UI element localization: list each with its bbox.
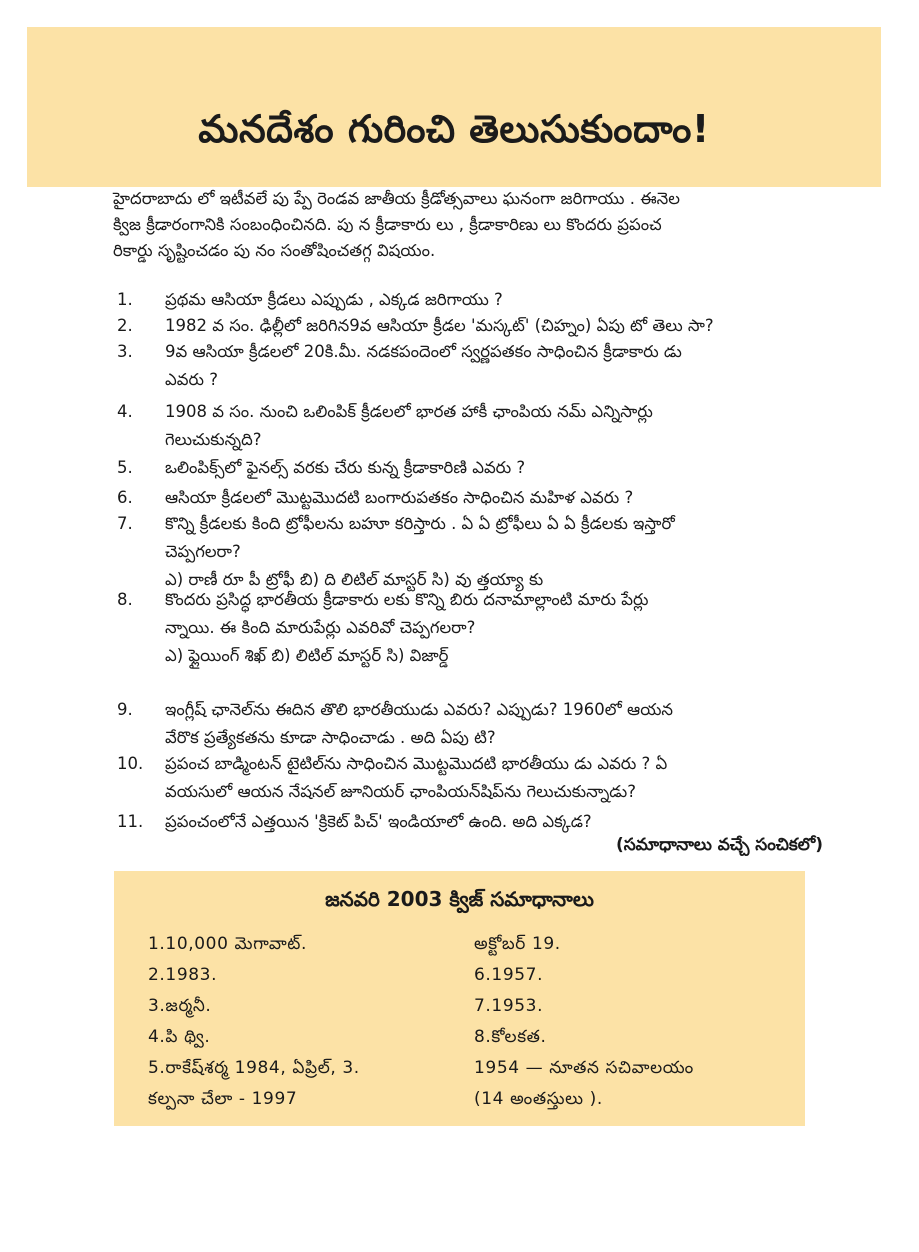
question-text: 1908 వ సం. నుంచి ఒలింపిక్ క్రీడలలో భారత హాకీ ఛాంపియ నమ్ ఎన్నిసార్లు <box>165 402 653 421</box>
question-item <box>113 398 875 454</box>
answer-item: 6.1957. <box>474 965 544 985</box>
question-item <box>113 750 875 806</box>
answer-item: 8.కోలకత. <box>474 1027 547 1047</box>
intro-line: రికార్డు సృష్టించడం పు నం సంతోషించతగ్గ విషయం. <box>113 241 436 260</box>
question-text: 9వ ఆసియా క్రీడలలో 20కి.మీ. నడకపందెంలో స్వర్ణపతకం సాధించిన క్రీడాకారు డు <box>165 342 682 361</box>
question-item <box>113 484 875 512</box>
question-number: 2. <box>117 316 133 335</box>
answers-left-column <box>148 929 360 1115</box>
question-text: ఎ) రాణీ రూ పీ ట్రోఫీ బి) ది లిటిల్ మాస్టర్ సి) వు త్తయ్యా కు <box>165 570 544 589</box>
answer-item: 1.10,000 మెగావాట్. <box>148 934 307 954</box>
answer-item: కల్పనా చేలా - 1997 <box>148 1089 298 1109</box>
question-text: చెప్పగలరా? <box>165 542 241 561</box>
question-text: ప్రపంచంలోనే ఎత్తయిన 'క్రికెట్ పిచ్' ఇండియాలో ఉంది. అది ఎక్కడ? <box>165 812 592 831</box>
question-number: 1. <box>117 290 133 309</box>
question-text: ఎవరు ? <box>165 370 218 389</box>
answer-item: అక్టోబర్ 19. <box>474 934 561 954</box>
intro-line: క్విజ క్రీడారంగానికి సంబంధించినది. పు న క్రీడాకారు లు , క్రీడాకారిణు లు కొందరు ప్రపంచ <box>113 215 662 234</box>
question-item <box>113 808 875 836</box>
question-text: ఒలింపిక్స్‌లో ఫైనల్స్ వరకు చేరు కున్న క్రీడాకారిణి ఎవరు ? <box>165 458 526 477</box>
answer-item: 3.జర్మనీ. <box>148 996 212 1016</box>
question-number: 5. <box>117 458 133 477</box>
answer-item: 4.పి థ్వి. <box>148 1027 211 1047</box>
answers-right-column <box>474 929 694 1115</box>
question-number: 7. <box>117 514 133 533</box>
answer-item: (14 అంతస్తులు ). <box>474 1089 603 1109</box>
question-item <box>113 286 875 314</box>
question-number: 3. <box>117 342 133 361</box>
question-text: గెలుచుకున్నది? <box>165 430 262 449</box>
question-item <box>113 454 875 482</box>
header-banner <box>27 27 881 187</box>
answers-title: జనవరి 2003 క్విజ్ సమాధానాలు <box>325 887 594 911</box>
question-text: 1982 వ సం. ఢిల్లీలో జరిగిన9వ ఆసియా క్రీడల 'మస్కట్' (చిహ్నం) ఏపు టో తెలు సా? <box>165 316 714 335</box>
question-text: ఆసియా క్రీడలలో మొట్టమొదటి బంగారుపతకం సాధించిన మహిళ ఎవరు ? <box>165 488 634 507</box>
question-item <box>113 696 875 752</box>
question-number: 11. <box>117 812 144 831</box>
question-text: కొన్ని క్రీడలకు కింది ట్రోఫీలను బహూ కరిస్తారు . ఏ ఏ ట్రోఫీలు ఏ ఏ క్రీడలకు ఇస్తారో <box>165 514 675 533</box>
question-number: 6. <box>117 488 133 507</box>
question-text: వయసులో ఆయన నేషనల్ జూనియర్ ఛాంపియన్‌షిప్‌ను గెలుచుకున్నాడు? <box>165 782 636 801</box>
question-number: 8. <box>117 590 133 609</box>
question-number: 9. <box>117 700 133 719</box>
answer-item: 7.1953. <box>474 996 544 1016</box>
question-text: ప్రపంచ బాడ్మింటన్ టైటిల్‌ను సాధించిన మొట్టమొదటి భారతీయు డు ఎవరు ? ఏ <box>165 754 668 773</box>
answer-item: 5.రాకేష్‌శర్మ 1984, ఏప్రిల్, 3. <box>148 1058 360 1078</box>
answer-item: 1954 — నూతన సచివాలయం <box>474 1058 694 1078</box>
question-text: కొందరు ప్రసిద్ధ భారతీయ క్రీడాకారు లకు కొన్ని బిరు దనామాల్లాంటి మారు పేర్లు <box>165 590 649 609</box>
question-number: 10. <box>117 754 144 773</box>
question-item <box>113 510 875 594</box>
question-item <box>113 312 875 340</box>
answer-item: 2.1983. <box>148 965 218 985</box>
footer-note: (సమాధానాలు వచ్చే సంచికలో) <box>615 835 823 855</box>
question-text: ఇంగ్లీష్ ఛానెల్‌ను ఈదిన తొలి భారతీయుడు ఎవరు? ఎప్పుడు? 1960లో ఆయన <box>165 700 673 719</box>
intro-line: హైదరాబాదు లో ఇటీవలే పు ప్పే రెండవ జాతీయ క్రీడోత్సవాలు ఘనంగా జరిగాయు . ఈనెల <box>113 189 680 208</box>
answers-box <box>114 871 805 1126</box>
question-text: ప్రథమ ఆసియా క్రీడలు ఎప్పుడు , ఎక్కడ జరిగాయు ? <box>165 290 503 309</box>
question-text: వేరొక ప్రత్యేకతను కూడా సాధించాడు . అది ఏపు టి? <box>165 728 496 747</box>
question-item <box>113 586 875 670</box>
question-text: న్నాయి. ఈ కింది మారుపేర్లు ఎవరివో చెప్పగలరా? <box>165 618 476 637</box>
intro-paragraph <box>113 186 813 264</box>
question-text: ఎ) ఫ్లైయింగ్ శిఖ్ బి) లిటిల్ మాస్టర్ సి) విజార్డ్ <box>165 646 449 665</box>
question-item <box>113 338 875 394</box>
page-title: మనదేశం గురించి తెలుసుకుందాం! <box>198 107 710 151</box>
question-number: 4. <box>117 402 133 421</box>
